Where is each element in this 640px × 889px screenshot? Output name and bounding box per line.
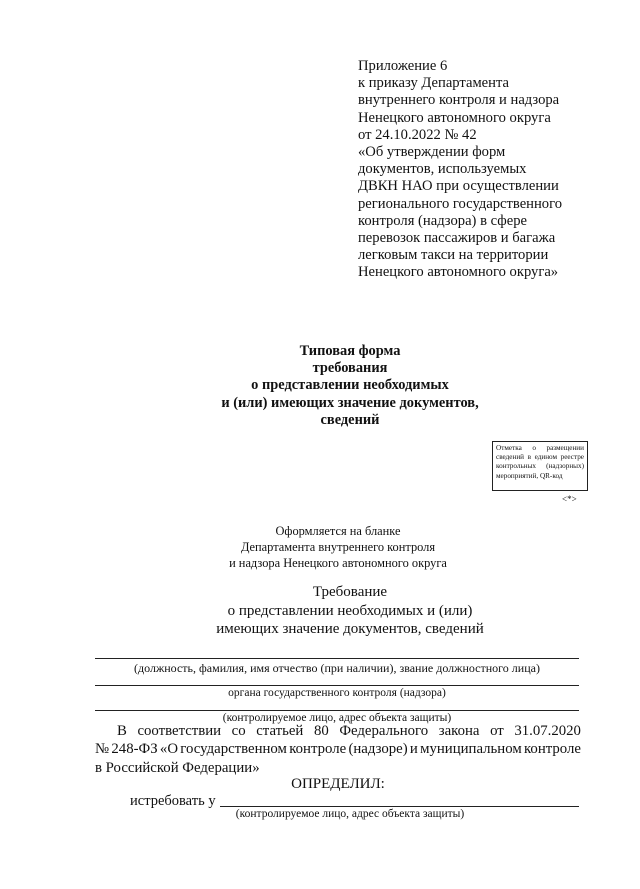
decision-heading: ОПРЕДЕЛИЛ: [291, 776, 385, 792]
official-fill-line[interactable] [95, 658, 579, 659]
qr-code-box-text: Отметка о размещении сведений в едином реестре контрольных (надзорных) мероприятий, QR-код [496, 444, 584, 480]
form-title-line: сведений [320, 411, 380, 428]
appendix-line: к приказу Департамента [358, 75, 509, 92]
appendix-line: перевозок пассажиров и багажа [358, 230, 556, 247]
form-title-line: Типовая форма [299, 343, 401, 359]
letterhead-note-line: Оформляется на бланке [275, 524, 401, 538]
appendix-line: Ненецкого автономного округа [358, 109, 551, 126]
appendix-line: регионального государственного [358, 195, 563, 212]
request-title-line: имеющих значение документов, сведений [216, 621, 484, 637]
appendix-line: контроля (надзора) в сфере [358, 212, 527, 229]
qr-code-box [492, 441, 588, 491]
request-title-line: Требование [312, 584, 388, 600]
appendix-line: «Об утверждении форм [358, 144, 506, 161]
appendix-line: Приложение 6 [358, 58, 448, 74]
authority-caption: органа государственного контроля (надзора) [228, 687, 446, 699]
body-line-1: В соответствии со статьей 80 Федерального закона от 31.07.2020 [117, 723, 581, 739]
body-paragraph [95, 722, 581, 777]
appendix-line: Ненецкого автономного округа» [358, 264, 559, 281]
letterhead-note [180, 523, 496, 571]
authority-fill-line[interactable] [95, 685, 579, 686]
appendix-line: легковым такси на территории [358, 247, 549, 264]
form-title-line: требования [312, 360, 388, 377]
letterhead-note-line: Департамента внутреннего контроля [240, 540, 436, 554]
demand-caption: (контролируемое лицо, адрес объекта защиты) [235, 808, 465, 820]
body-line-2: № 248-ФЗ «О государственном контроле (надзоре) и муниципальном контроле [95, 741, 581, 758]
appendix-line: ДВКН НАО при осуществлении [358, 178, 559, 195]
footnote-mark: <*> [562, 494, 577, 504]
appendix-line: от 24.10.2022 № 42 [358, 126, 477, 143]
appendix-line: внутреннего контроля и надзора [358, 92, 560, 109]
form-title-line: о представлении необходимых [251, 377, 449, 394]
request-title [150, 583, 550, 639]
official-caption: (должность, фамилия, имя отчество (при наличии), звание должностного лица) [134, 661, 540, 675]
controlled-person-fill-line[interactable] [95, 710, 579, 711]
demand-fill-line[interactable] [220, 806, 579, 807]
form-title [140, 343, 560, 429]
form-title-line: и (или) имеющих значение документов, [221, 394, 479, 411]
letterhead-note-line: и надзора Ненецкого автономного округа [229, 556, 447, 570]
appendix-header [358, 58, 598, 282]
demand-label: истребовать у [130, 793, 216, 809]
appendix-line: документов, используемых [358, 161, 527, 178]
controlled-person-caption: (контролируемое лицо, адрес объекта защиты) [222, 712, 452, 724]
request-title-line: о представлении необходимых и (или) [227, 602, 473, 619]
body-line-3: в Российской Федерации» [95, 759, 260, 776]
